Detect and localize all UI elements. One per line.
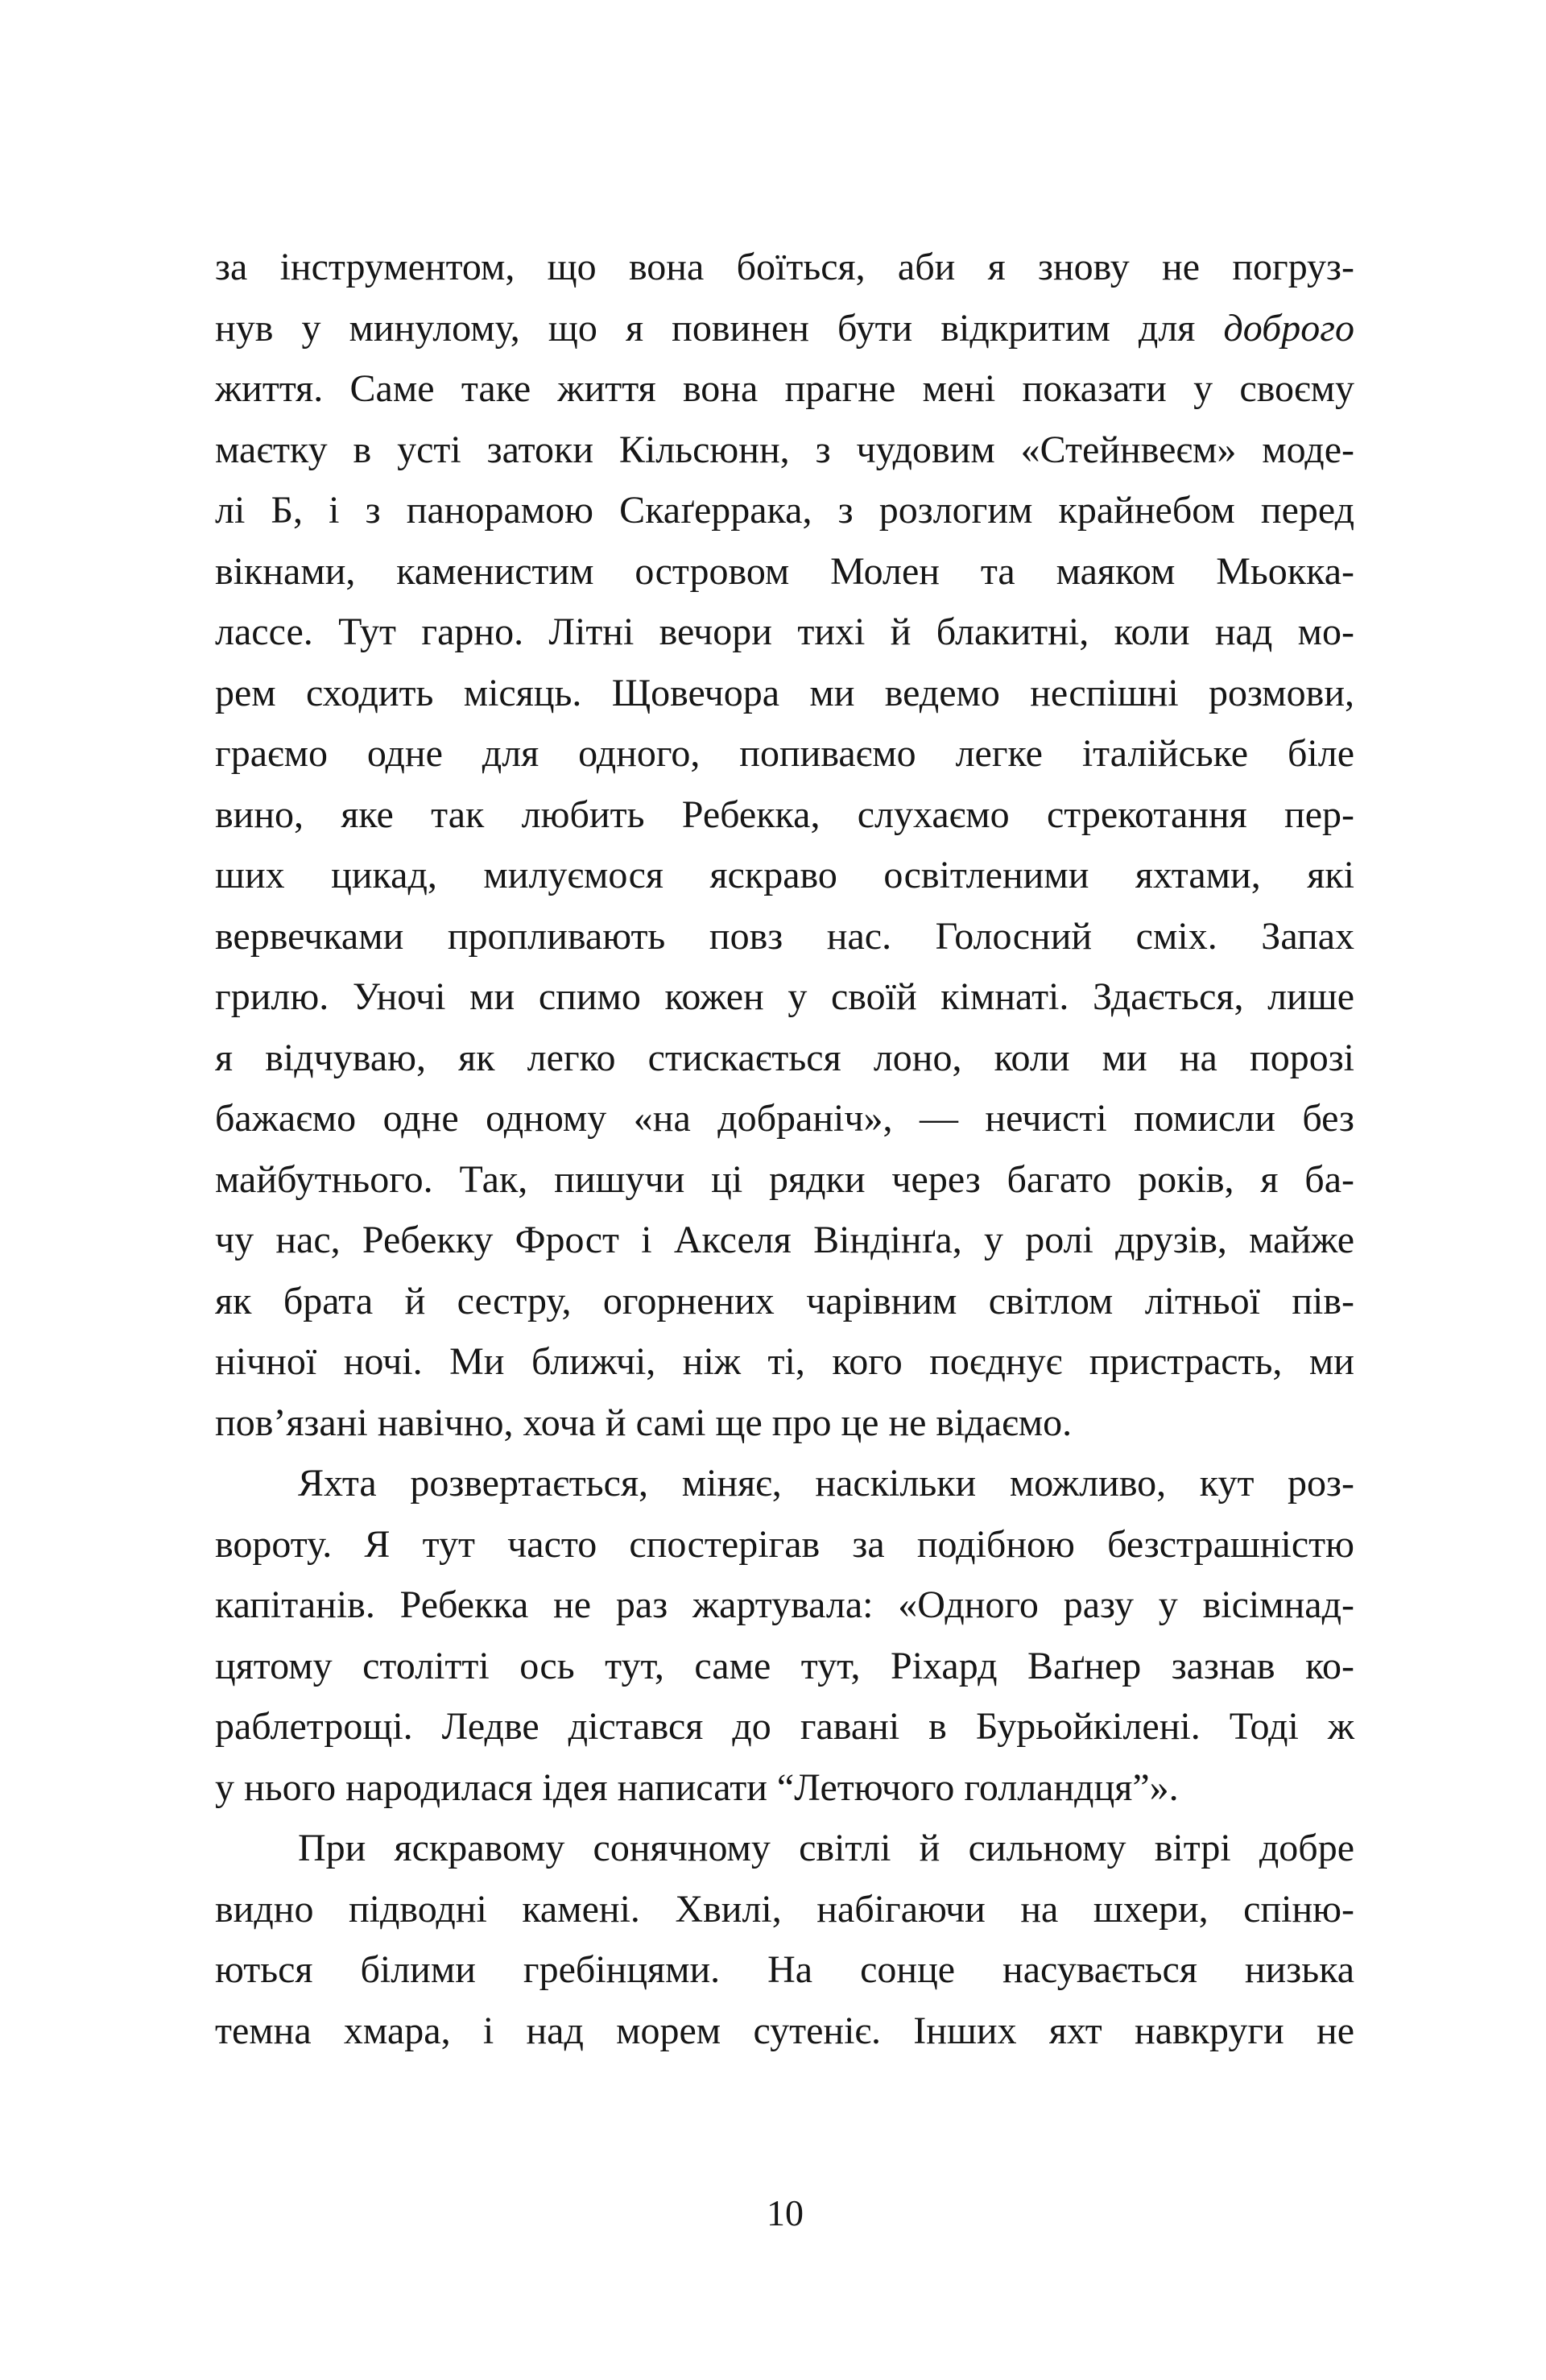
text-line: нічної ночі. Ми ближчі, ніж ті, кого поєднує пристрасть, ми (215, 1340, 1354, 1383)
paragraph-2 (215, 1453, 1354, 1818)
text-line: життя. Саме таке життя вона прагне мені показати у своєму (215, 367, 1354, 410)
text-line: вікнами, каменистим островом Молен та маяком Мьокка- (215, 549, 1354, 593)
text-line (215, 298, 1354, 359)
text-line: видно підводні камені. Хвилі, набігаючи на шхери, спіню- (215, 1887, 1354, 1931)
text-line: за інструментом, що вона боїться, аби я знову не погруз- (215, 246, 1354, 288)
text-line: лассе. Тут гарно. Літні вечори тихі й блакитні, коли над мо- (215, 611, 1354, 653)
text-line: у нього народилася ідея написати “Летючого голландця”». (215, 1765, 1179, 1809)
text-line: При яскравому сонячному світлі й сильному вітрі добре (298, 1827, 1354, 1869)
text-line: грилю. Уночі ми спимо кожен у своїй кімнаті. Здається, лише (215, 975, 1354, 1018)
text-line: вороту. Я тут часто спостерігав за подібною безстрашністю (215, 1522, 1354, 1566)
text-line: вервечками пропливають повз нас. Голосний сміх. Запах (215, 914, 1354, 958)
text-line: бажаємо одне одному «на добраніч», — нечисті помисли без (215, 1097, 1354, 1140)
text-line: граємо одне для одного, попиваємо легке італійське біле (215, 732, 1354, 775)
text-line: цятому столітті ось тут, саме тут, Ріхард Ваґнер зазнав ко- (215, 1644, 1354, 1687)
text-line: Яхта розвертається, міняє, наскільки можливо, кут роз- (298, 1462, 1354, 1505)
text-line: маєтку в усті затоки Кільсюнн, з чудовим «Стейнвеєм» моде- (215, 428, 1354, 471)
text-line: ються білими гребінцями. На сонце насувається низька (215, 1948, 1354, 1991)
italic-emphasis: доброго (1223, 306, 1354, 350)
body-text (215, 237, 1354, 2061)
paragraph-1 (215, 237, 1354, 1453)
text-line: як брата й сестру, огорнених чарівним світлом літньої пів- (215, 1279, 1354, 1322)
text-line: пов’язані навічно, хоча й самі ще про це не відаємо. (215, 1401, 1073, 1444)
text-line: темна хмара, і над морем сутеніє. Інших яхт навкруги не (215, 2009, 1354, 2052)
text-line: чу нас, Ребекку Фрост і Акселя Віндінґа, у ролі друзів, майже (215, 1219, 1354, 1261)
text-line: рем сходить місяць. Щовечора ми ведемо неспішні розмови, (215, 671, 1354, 714)
text-line: майбутнього. Так, пишучи ці рядки через багато років, я ба- (215, 1157, 1354, 1201)
text-line: лі Б, і з панорамою Скаґеррака, з розлогим крайнебом перед (215, 489, 1354, 532)
text-line: раблетрощі. Ледве дістався до гавані в Бурьойкілені. Тоді ж (215, 1705, 1354, 1748)
text-line: капітанів. Ребекка не раз жартувала: «Одного разу у вісімнад- (215, 1583, 1354, 1626)
paragraph-3 (215, 1818, 1354, 2061)
page-number: 10 (767, 2192, 804, 2233)
text-span: нув у минулому, що я повинен бути відкритим для (215, 306, 1224, 350)
text-line: ших цикад, милуємося яскраво освітленими яхтами, які (215, 854, 1354, 896)
text-line: я відчуваю, як легко стискається лоно, коли ми на порозі (215, 1036, 1354, 1079)
text-line: вино, яке так любить Ребекка, слухаємо стрекотання пер- (215, 793, 1354, 836)
